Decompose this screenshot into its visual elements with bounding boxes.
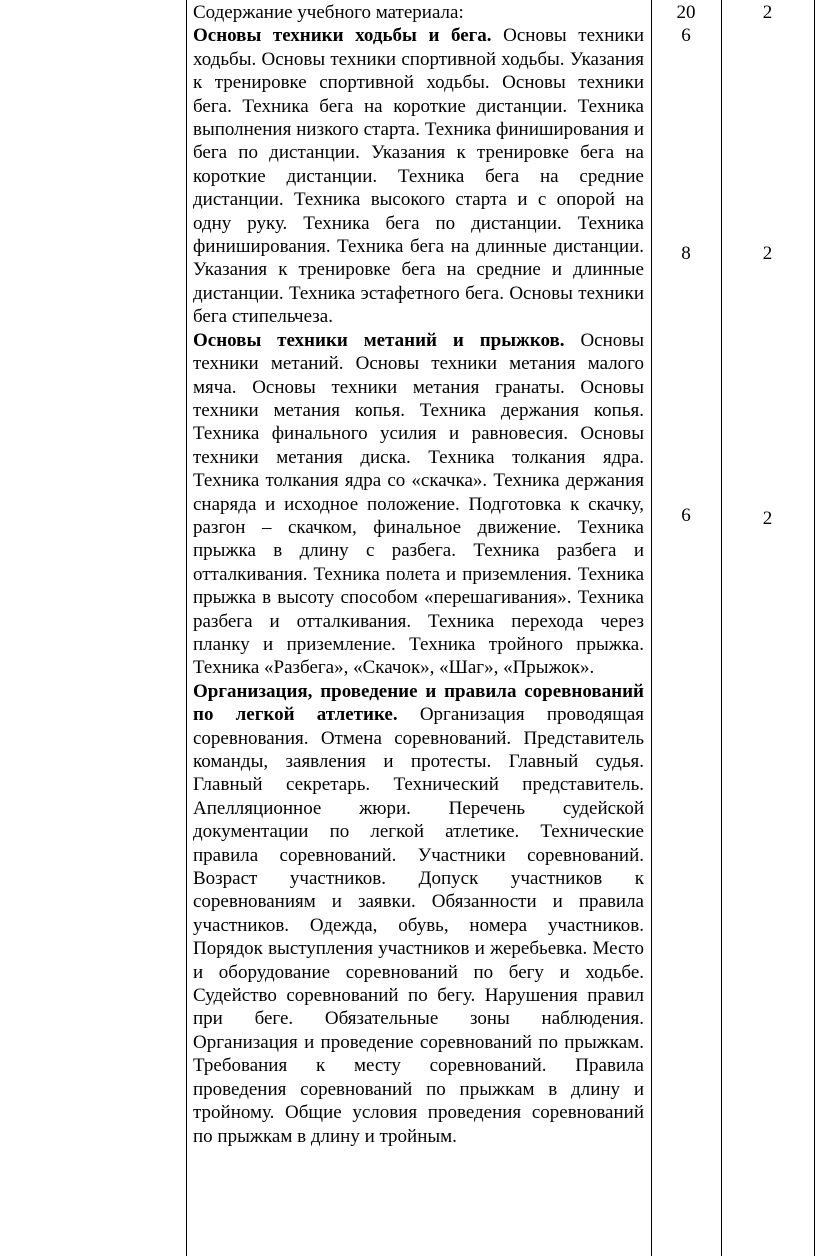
hours-section-1: 6 <box>681 25 691 46</box>
hours-section-3: 6 <box>681 505 691 526</box>
content-cell <box>193 1 644 1148</box>
section-text: Основы техники метаний. Основы техники метания малого мяча. Основы техники метания гранаты. Основы техники метания копья. Техника держания копья. Техника финального усилия и равновесия. Основы техники метания диска. Техника толкания ядра. Техника толкания ядра со «скачка». Техника держания снаряда и исходное положение. Подготовка к скачку, разгон – скачком, финальное движение. Техника прыжка в длину с разбега. Техника разбега и отталкивания. Техника полета и приземления. Техника прыжка в высоту способом «перешагивания». Техника разбега и отталкивания. Техника перехода через планку и приземление. Техника тройного прыжка. Техника «Разбега», «Скачок», «Шаг», «Прыжок». <box>193 329 644 679</box>
section-competitions <box>193 680 644 1148</box>
hours-total: 20 <box>676 2 696 23</box>
level-section-1: 2 <box>762 2 773 23</box>
section-text: Основы техники ходьбы. Основы техники спортивной ходьбы. Указания к тренировке спортивной ходьбы. Основы техники бега. Техника бега на короткие дистанции. Техника выполнения низкого старта. Техника финиширования и бега по дистанции. Указания к тренировке бега на короткие дистанции. Техника бега на средние дистанции. Техника высокого старта и с опорой на одну руку. Техника бега по дистанции. Техника финиширования. Техника бега на длинные дистанции. Указания к тренировке бега на средние и длинные дистанции. Техника эстафетного бега. Основы техники бега стипельчеза. <box>193 25 645 328</box>
level-section-2: 2 <box>762 243 773 264</box>
table-border-hours <box>651 0 652 1256</box>
section-title: Основы техники метаний и прыжков. <box>193 329 565 351</box>
section-throwing-jumping <box>193 329 644 680</box>
table-border-level <box>721 0 722 1256</box>
section-walking-running <box>193 24 644 328</box>
table-border-left <box>186 0 187 1256</box>
section-title: Основы техники ходьбы и бега. <box>193 25 492 47</box>
table-border-right <box>814 0 815 1256</box>
section-title: Организация, проведение и правила соревнований по легкой атлетике. <box>193 680 644 726</box>
section-text: Организация проводящая соревнования. Отмена соревнований. Представитель команды, заявления и протесты. Главный судья. Главный секретарь. Технический представитель. Апелляционное жюри. Перечень судейской документации по легкой атлетике. Технические правила соревнований. Участники соревнований. Возраст участников. Допуск участников к соревнованиям и заявки. Обязанности и правила участников. Одежда, обувь, номера участников. Порядок выступления участников и жеребьевка. Место и оборудование соревнований по бегу и ходьбе. Судейство соревнований по бегу. Нарушения правил при беге. Обязательные зоны наблюдения. Организация и проведение соревнований по прыжкам. Требования к месту соревнований. Правила проведения соревнований по прыжкам в длину и тройному. Общие условия проведения соревнований по прыжкам в длину и тройным. <box>193 704 644 1147</box>
level-section-3: 2 <box>762 508 773 529</box>
hours-section-2: 8 <box>681 243 691 264</box>
content-heading: Содержание учебного материала: <box>193 2 464 23</box>
